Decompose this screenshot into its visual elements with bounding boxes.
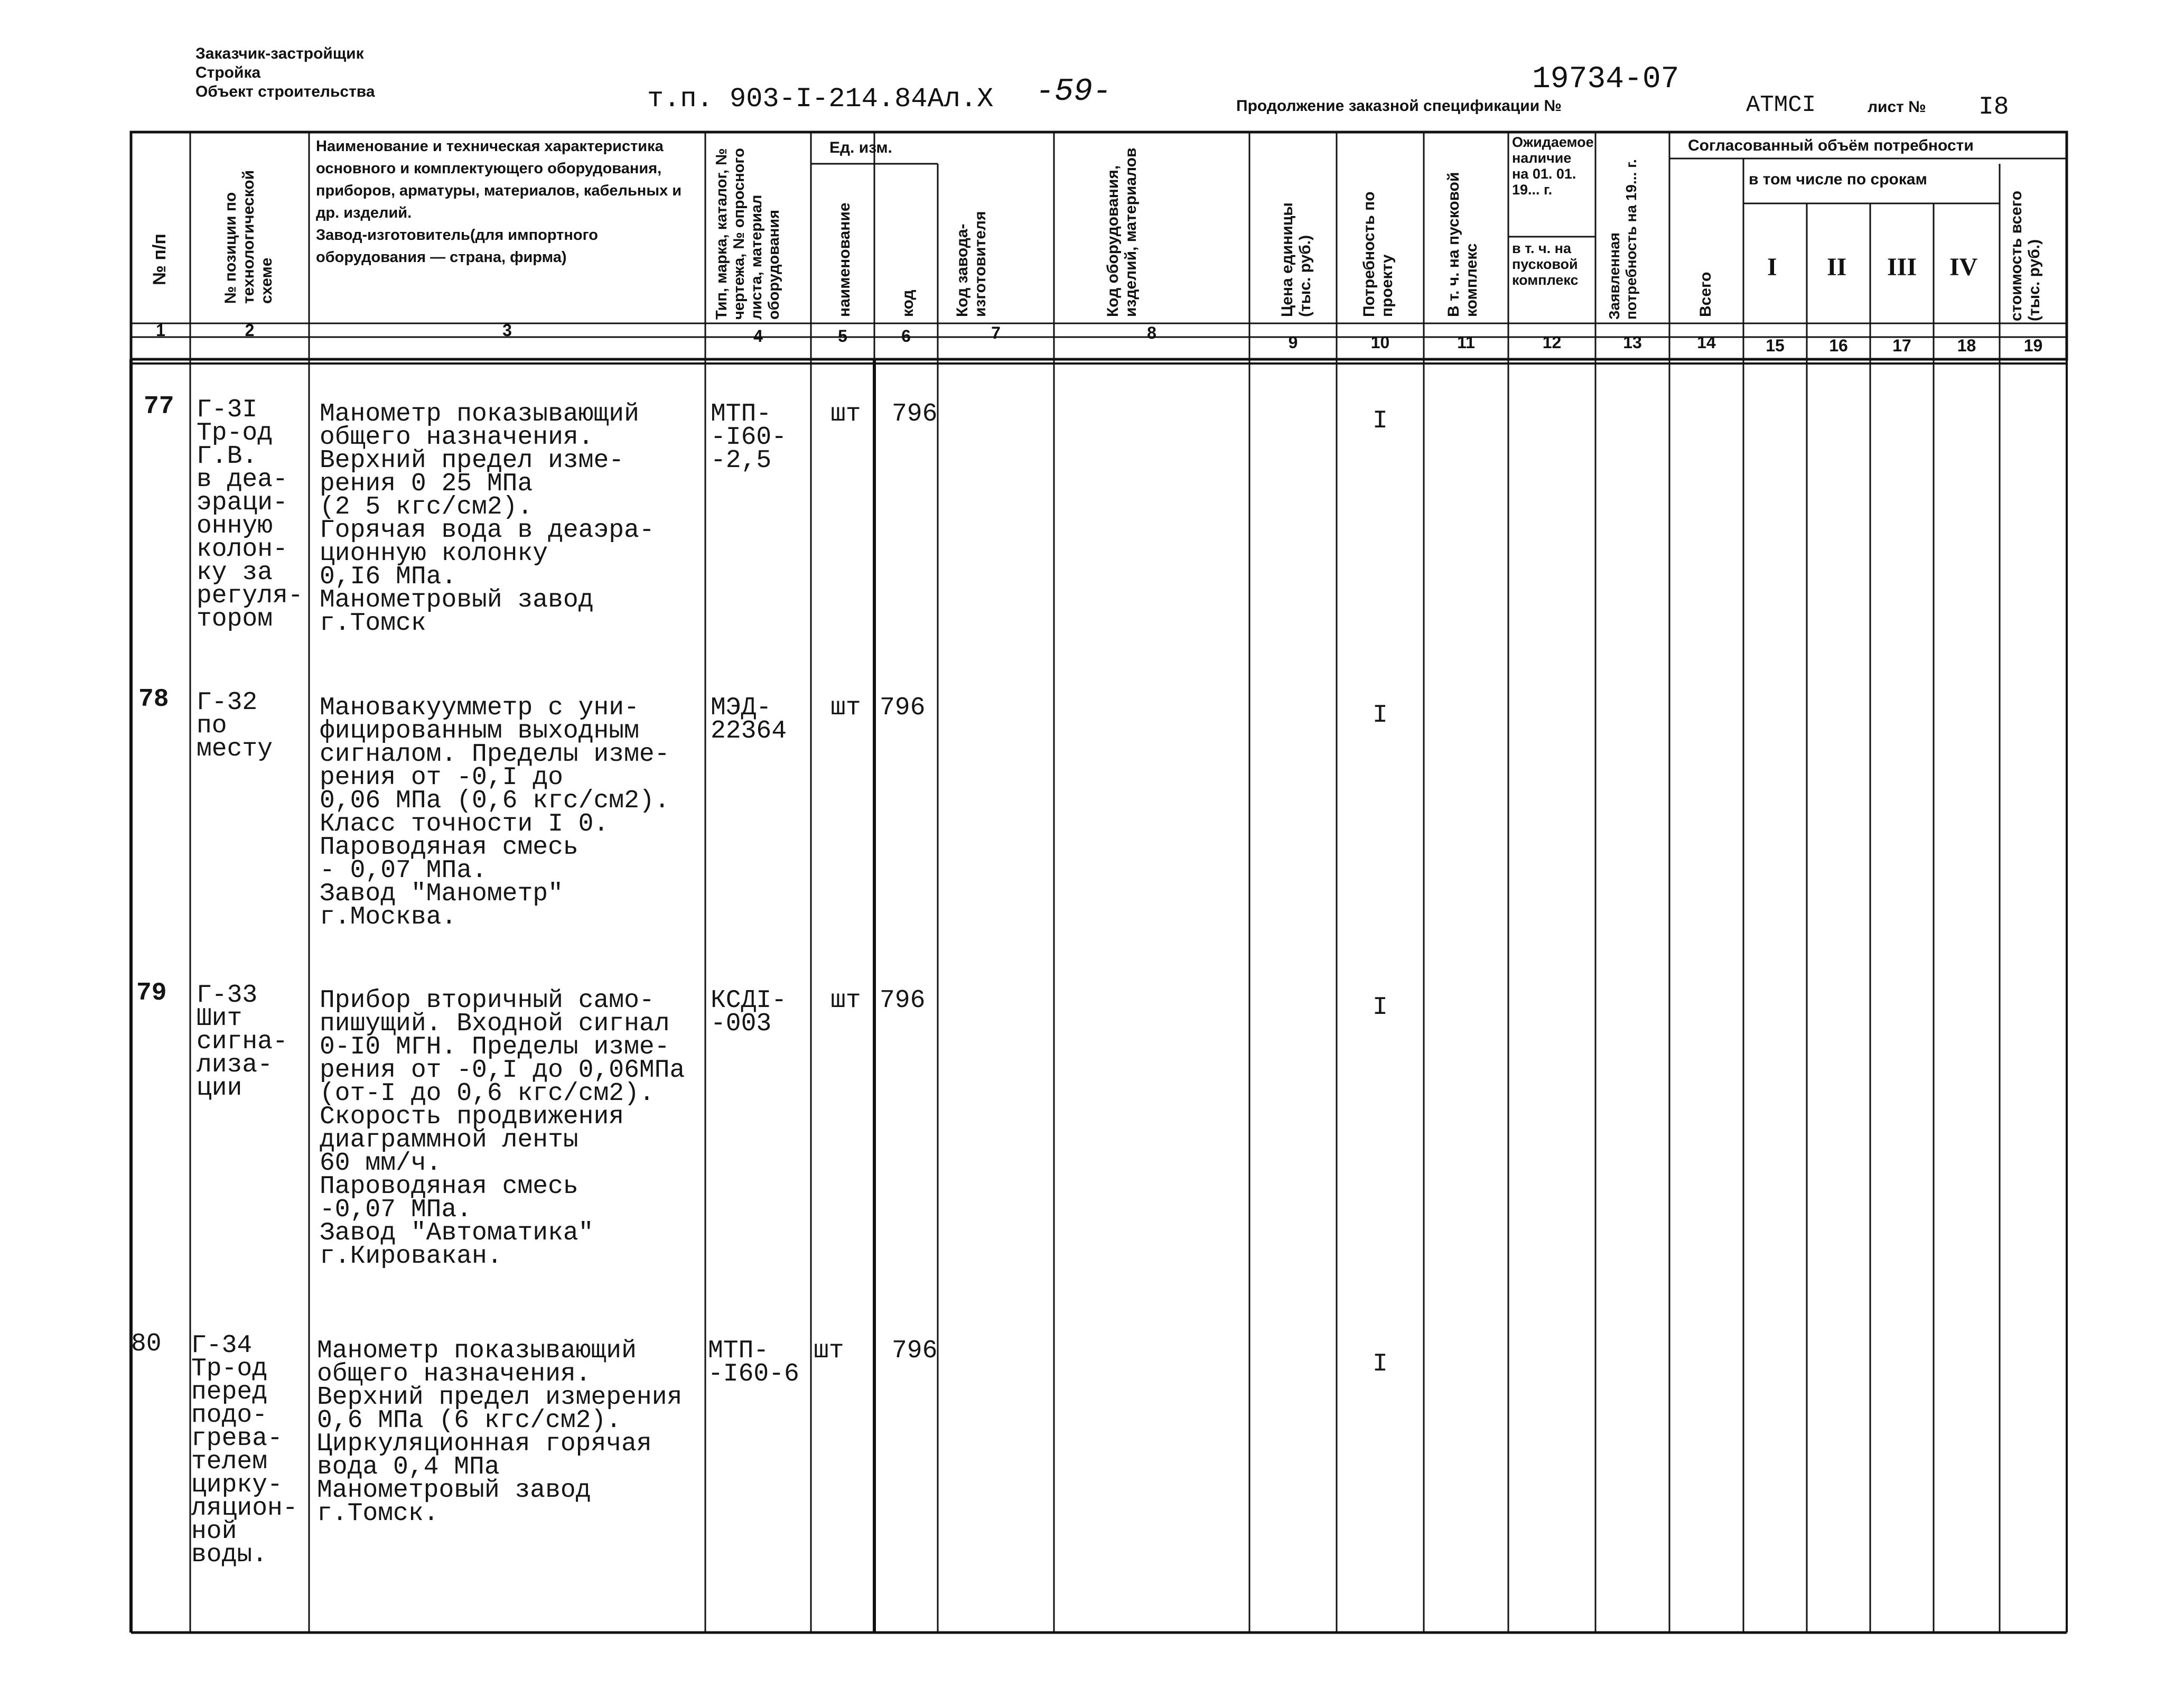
col-header-16: II (1827, 253, 1847, 281)
row-need: I (1373, 1350, 1388, 1378)
col-number: 9 (1288, 333, 1298, 352)
row-unit: шт (830, 694, 861, 722)
col-number: 6 (901, 327, 911, 346)
col-number: 7 (991, 323, 1001, 342)
col-number: 10 (1370, 333, 1390, 352)
row-unit: шт (814, 1337, 844, 1365)
row-description: Манометр показывающий общего назначения. Верхний предел измерения 0,6 МПа (6 кгс/см2). Циркуляционная горячая вода 0,4 МПа Манометровый завод г.Томск. (317, 1337, 683, 1528)
col-number: 15 (1766, 336, 1785, 355)
site-label: Стройка (195, 64, 261, 81)
col-number: 3 (502, 321, 512, 340)
col-number: 18 (1957, 336, 1976, 355)
col-header-10: Потребность по проекту (1360, 191, 1396, 317)
customer-label: Заказчик-застройщик (195, 45, 364, 62)
col-header-4: Тип, марка, каталог, № чертежа, № опросного листа, материал оборудования (713, 148, 782, 320)
col-number: 17 (1892, 336, 1911, 355)
row-type: МТП- -I60- -2,5 (711, 400, 787, 475)
row-type: МТП- -I60-6 (708, 1337, 799, 1388)
row-unit: шт (830, 986, 861, 1015)
col-header-8: Код оборудования, изделий, материалов (1104, 147, 1140, 317)
row-description: Манометр показывающий общего назначения. Верхний предел изме- рения 0 25 МПа (2 5 кгс/см2). Горячая вода в деаэра- ционную колонку 0,I6 МПа. Манометровый завод г.Томск (320, 400, 655, 638)
col-header-17: III (1887, 253, 1917, 281)
col-header-15: I (1767, 253, 1777, 281)
col-number: 1 (156, 321, 165, 340)
col-header-5: наименование (836, 202, 853, 317)
page-number: -59- (1035, 74, 1112, 110)
row-description: Прибор вторичный само- пишущий. Входной сигнал 0-I0 МГН. Пределы изме- рения от -0,I до 0,06МПа (от-I до 0,6 кгс/см2). Скорость продвижения диаграммной ленты 60 мм/ч. Пароводяная смесь -0,07 МПа. Завод "Автоматика" г.Кировакан. (320, 986, 685, 1271)
row-unit-code: 796 (892, 400, 938, 428)
col-number: 16 (1829, 336, 1848, 355)
row-unit-code: 796 (880, 986, 926, 1015)
row-need: I (1373, 701, 1388, 730)
col-header-14: Всего (1697, 272, 1714, 317)
sheet-number: I8 (1978, 93, 2009, 122)
row-position: Г-3I Тр-од Г.В. в деа- эраци- онную колон- ку за регуля- тором (197, 396, 303, 633)
col-number: 5 (838, 327, 847, 346)
row-unit-code: 796 (880, 694, 926, 722)
col-header-1: № п/п (150, 234, 170, 285)
group-by-terms: в том числе по срокам (1749, 171, 1927, 188)
group-agreed-volume: Согласованный объём потребности (1688, 137, 1974, 154)
col-header-3: Наименование и техническая характеристика основного и комплектующего оборудования, приборов, арматуры, материалов, кабельных и др. изделий. Завод-изготовитель(для импортного оборудования — страна, фирма) (316, 138, 682, 266)
col-number: 14 (1697, 333, 1716, 352)
col-header-19: стоимость всего (тыс. руб.) (2008, 190, 2043, 321)
col-number: 19 (2023, 336, 2043, 355)
col-header-11: В т. ч. на пусковой комплекс (1445, 172, 1480, 317)
row-need: I (1373, 407, 1388, 435)
col-header-5-group: Ед. изм. (829, 139, 892, 156)
project-code: т.п. 903-I-214.84Ал.X (647, 83, 994, 115)
col-number: 2 (245, 321, 255, 340)
col-number: 12 (1542, 333, 1562, 352)
doc-number: 19734-07 (1532, 62, 1679, 97)
col-number: 4 (753, 327, 763, 346)
spec-number: АТМСI (1746, 92, 1816, 118)
col-header-13: Заявленная потребность на 19... г. (1606, 159, 1639, 320)
col-header-2: № позиции по технологической схеме (222, 170, 275, 304)
col-header-6: код (899, 290, 917, 317)
col-header-12-bottom: в т. ч. на пусковой комплекс (1512, 240, 1579, 288)
sheet-label: лист № (1868, 98, 1926, 116)
row-unit-code: 796 (892, 1337, 938, 1365)
col-header-7: Код завода-изготовителя (954, 211, 989, 317)
object-label: Объект строительства (195, 83, 375, 100)
row-description: Мановакуумметр с уни- фицированным выходным сигналом. Пределы изме- рения от -0,I до 0,06 МПа (0,6 кгс/см2). Класс точности I 0. Пароводяная смесь - 0,07 МПа. Завод "Манометр" г.Москва. (320, 694, 670, 931)
col-header-18: IV (1949, 253, 1978, 281)
col-header-9: Цена единицы (тыс. руб.) (1278, 202, 1314, 317)
row-number: 78 (138, 685, 169, 714)
row-position: Г-32 по месту (197, 688, 273, 763)
row-type: МЭД- 22364 (711, 694, 787, 745)
col-number: 13 (1623, 333, 1642, 352)
row-type: КСДI- -003 (711, 986, 787, 1038)
row-position: Г-34 Тр-од перед подо- грева- телем цирку- ляцион- ной воды. (191, 1331, 298, 1569)
row-need: I (1373, 993, 1388, 1022)
row-number: 79 (136, 979, 167, 1008)
row-number: 77 (144, 393, 174, 421)
col-number: 8 (1147, 323, 1156, 342)
row-unit: шт (830, 400, 861, 428)
row-position: Г-33 Шит сигна- лиза- ции (197, 981, 288, 1103)
continuation-label: Продолжение заказной спецификации № (1236, 97, 1562, 115)
col-number: 11 (1457, 333, 1475, 352)
row-number: 80 (131, 1330, 162, 1358)
col-header-12-top: Ожидаемое наличие на 01. 01. 19... г. (1512, 134, 1594, 198)
